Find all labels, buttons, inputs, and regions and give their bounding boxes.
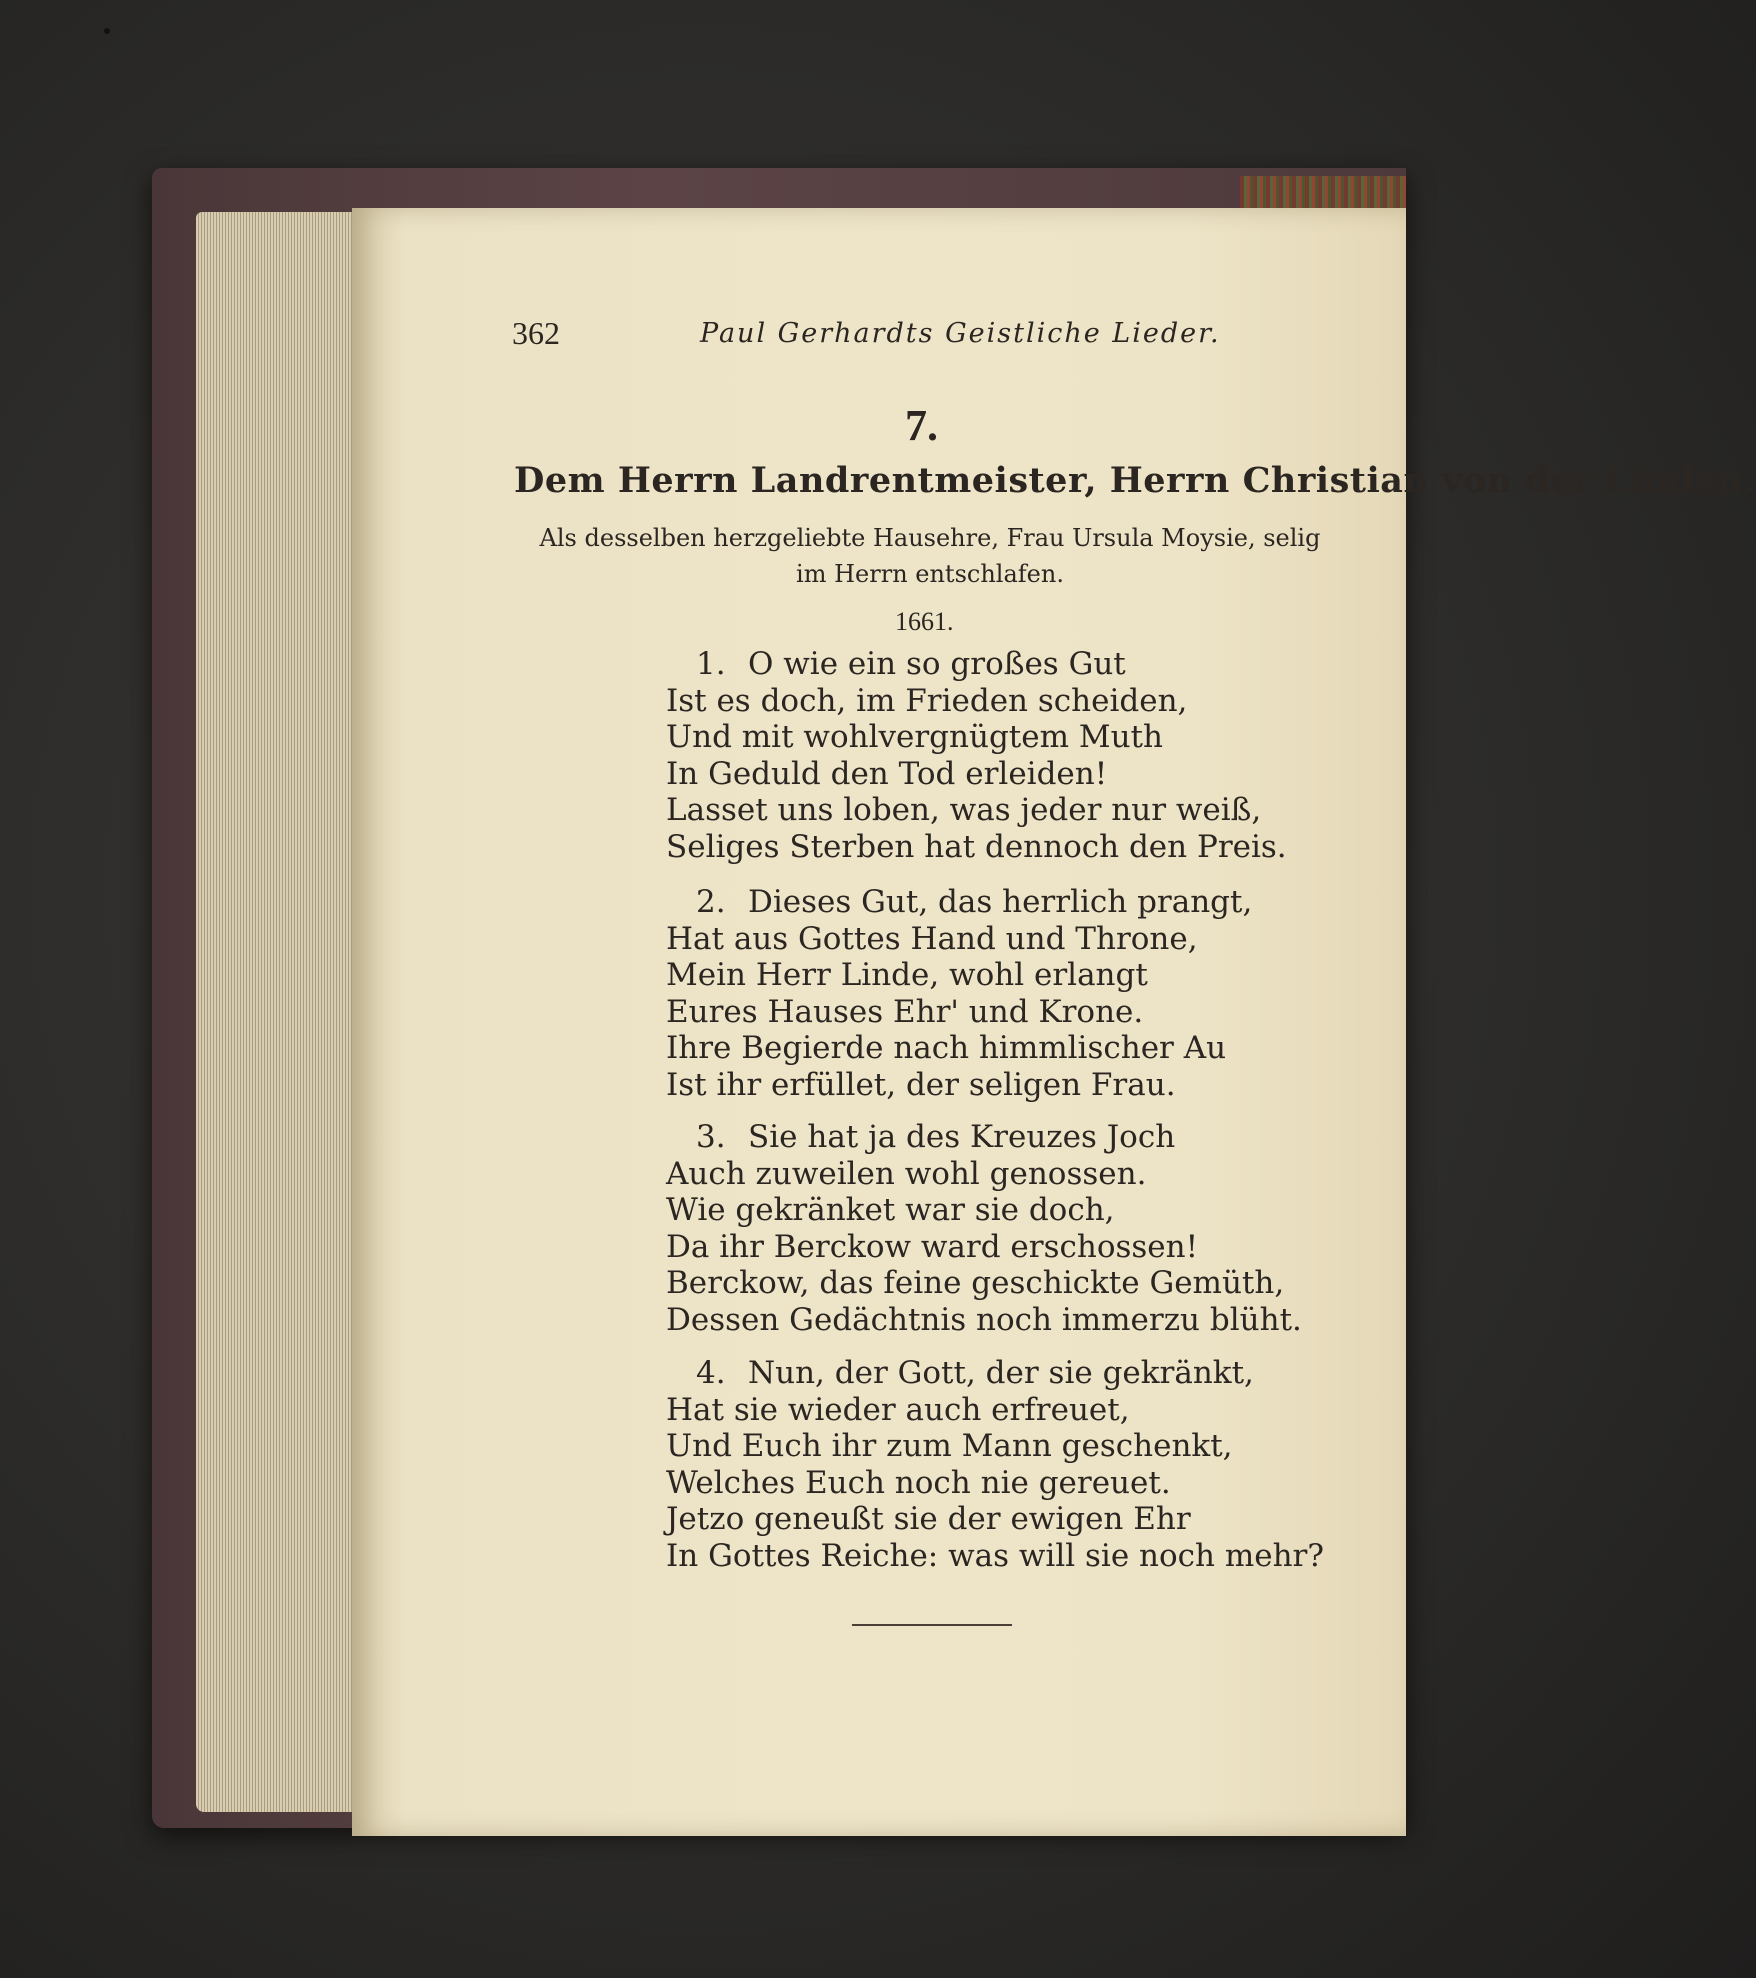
stanza-line: Seliges Sterben hat dennoch den Preis. — [666, 828, 1287, 865]
page-number: 362 — [512, 315, 560, 351]
stanza-4 — [666, 1355, 1324, 1574]
stanza-number: 4. — [696, 1355, 726, 1391]
song-title: Dem Herrn Landrentmeister, Herrn Christian von der Linden. — [514, 460, 1756, 501]
stanza-1 — [666, 646, 1287, 865]
song-year: 1661. — [895, 607, 954, 636]
stanza-line: Da ihr Berckow ward erschossen! — [666, 1228, 1199, 1265]
stanza-line: Mein Herr Linde, wohl erlangt — [666, 957, 1148, 993]
song-subtitle — [520, 520, 1340, 592]
stanza-line — [666, 646, 1287, 683]
stanza-3 — [666, 1119, 1302, 1338]
stanza-line-text: Nun, der Gott, der sie gekränkt, — [748, 1355, 1254, 1391]
stanza-line: Berckow, das feine geschickte Gemüth, — [666, 1265, 1285, 1301]
stanza-line — [666, 1355, 1324, 1392]
stanza-number: 1. — [696, 646, 726, 682]
stanza-number: 3. — [696, 1119, 726, 1155]
stanza-line: Und Euch ihr zum Mann geschenkt, — [666, 1428, 1233, 1464]
song-number: 7. — [905, 401, 938, 450]
stanza-line: Dessen Gedächtnis noch immerzu blüht. — [666, 1301, 1302, 1338]
running-title: Paul Gerhardts Geistliche Lieder. — [700, 318, 1221, 349]
page-edges — [196, 212, 356, 1812]
stanza-line-text: O wie ein so großes Gut — [748, 646, 1126, 682]
stanza-line: Wie gekränket war sie doch, — [666, 1192, 1115, 1228]
closing-rule — [852, 1624, 1012, 1626]
stanza-line-text: Dieses Gut, das herrlich prangt, — [748, 884, 1253, 920]
stanza-line: Eures Hauses Ehr' und Krone. — [666, 993, 1144, 1030]
stanza-line: Und mit wohlvergnügtem Muth — [666, 719, 1163, 755]
stanza-line: Welches Euch noch nie gereuet. — [666, 1464, 1171, 1501]
stanza-line: In Gottes Reiche: was will sie noch mehr? — [666, 1537, 1324, 1574]
stanza-line: Lasset uns loben, was jeder nur weiß, — [666, 792, 1262, 828]
stanza-line: Jetzo geneußt sie der ewigen Ehr — [666, 1501, 1191, 1537]
subtitle-line: im Herrn entschlafen. — [796, 560, 1064, 588]
stanza-line: Hat sie wieder auch erfreuet, — [666, 1391, 1130, 1428]
stanza-line-text: Sie hat ja des Kreuzes Joch — [748, 1119, 1176, 1155]
stanza-line — [666, 884, 1252, 921]
stanza-line: Ihre Begierde nach himmlischer Au — [666, 1030, 1227, 1066]
stanza-line: Hat aus Gottes Hand und Throne, — [666, 920, 1198, 957]
stanza-2 — [666, 884, 1252, 1103]
stanza-line — [666, 1119, 1302, 1156]
subtitle-line: Als desselben herzgeliebte Hausehre, Frau Ursula Moysie, selig — [539, 524, 1321, 552]
stanza-number: 2. — [696, 884, 726, 920]
stanza-line: Auch zuweilen wohl genossen. — [666, 1155, 1147, 1192]
dust-speck — [104, 28, 110, 34]
stanza-line: In Geduld den Tod erleiden! — [666, 755, 1108, 792]
stanza-line: Ist es doch, im Frieden scheiden, — [666, 682, 1188, 719]
stanza-line: Ist ihr erfüllet, der seligen Frau. — [666, 1066, 1176, 1103]
bookmark-ribbon — [1240, 176, 1406, 208]
